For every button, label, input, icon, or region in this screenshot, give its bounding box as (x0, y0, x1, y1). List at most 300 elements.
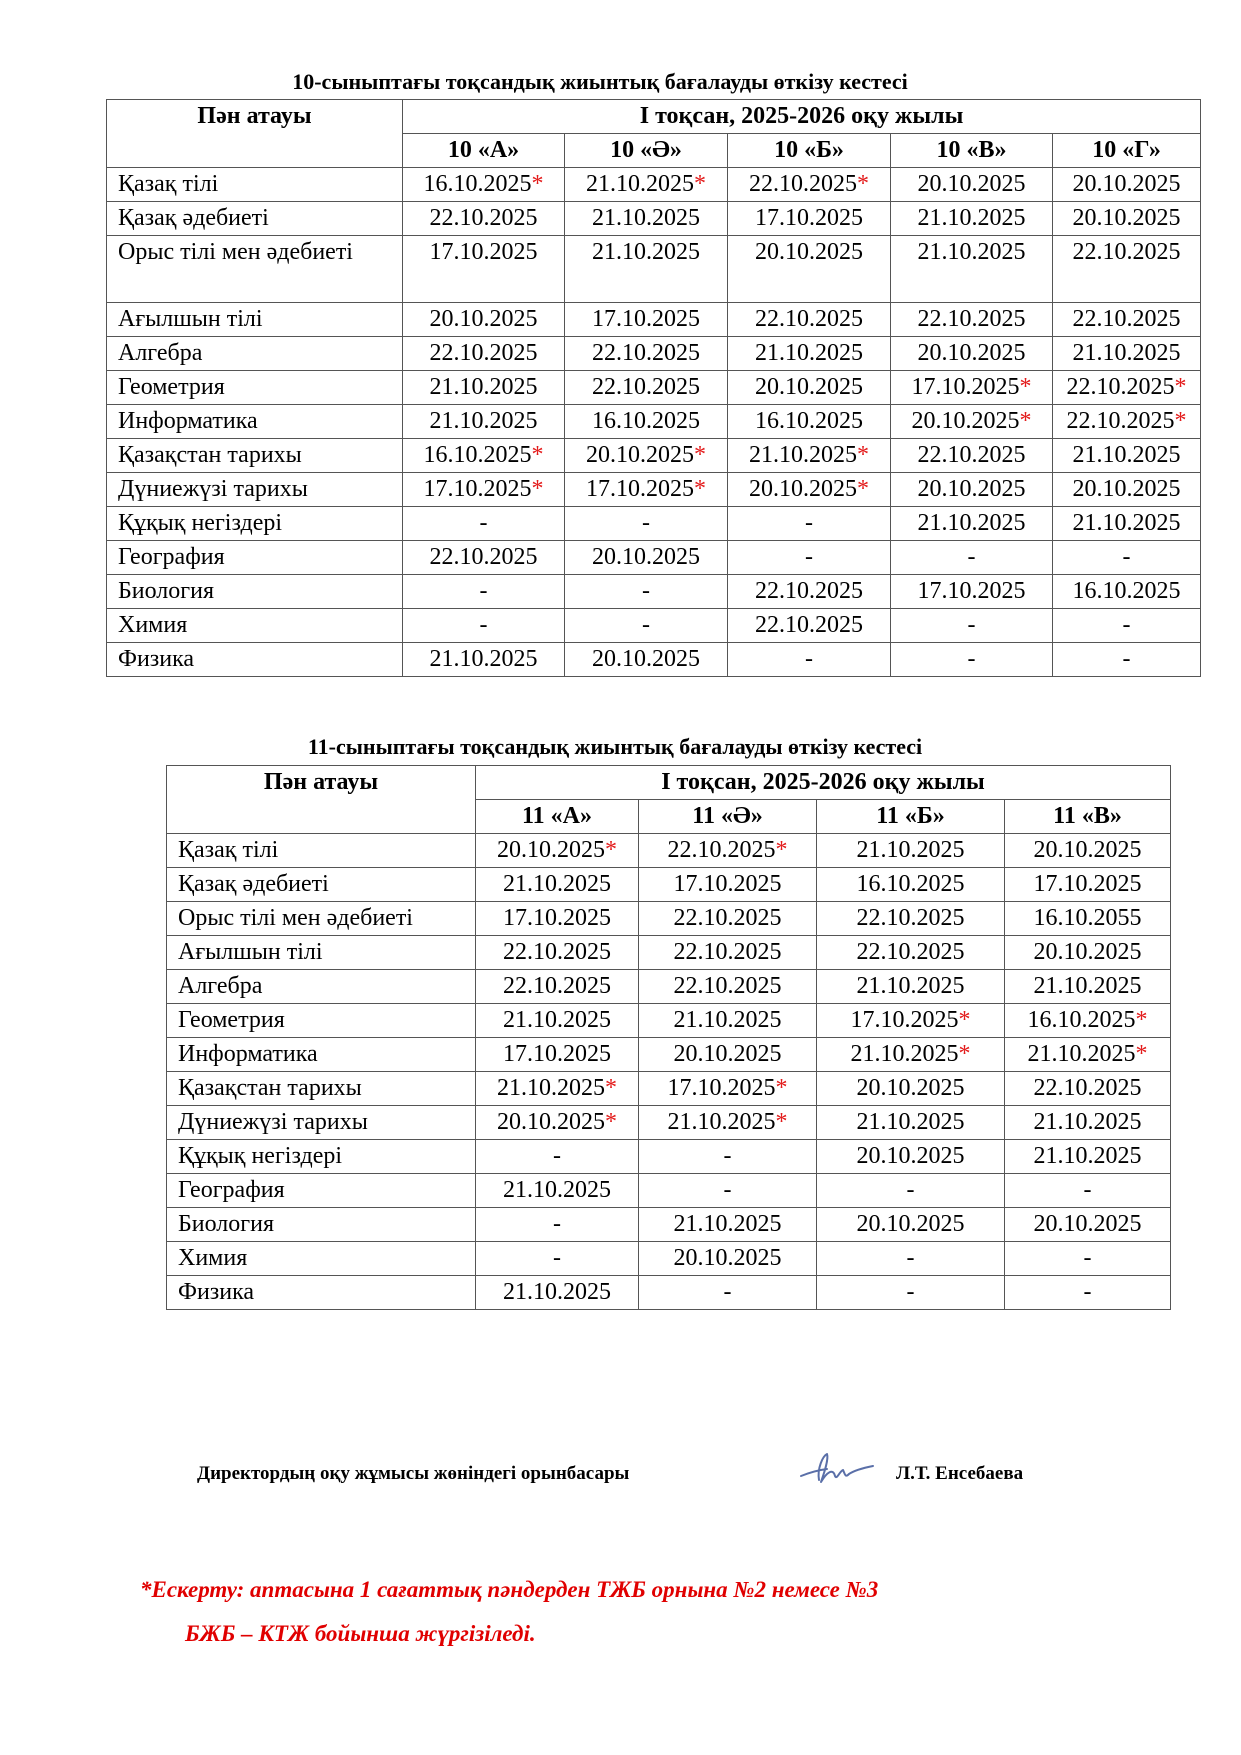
date-value: 20.10.2025 (856, 1143, 965, 1169)
date-cell (817, 868, 1005, 902)
date-cell (817, 1072, 1005, 1106)
asterisk-icon: * (775, 1109, 788, 1135)
date-value: 21.10.2025 (917, 239, 1026, 265)
date-cell (565, 303, 728, 337)
subject-cell: Қазақстан тарихы (167, 1072, 476, 1106)
date-value: 20.10.2025 (856, 1211, 965, 1237)
date-value: 16.10.2025 (592, 408, 700, 434)
date-value: 16.10.2025 (423, 442, 532, 468)
asterisk-icon: * (605, 837, 617, 863)
date-value: 21.10.2025 (1033, 973, 1142, 999)
date-cell (1005, 1276, 1171, 1310)
date-cell (891, 643, 1053, 677)
date-value: 21.10.2025 (917, 205, 1026, 231)
subject-cell: Орыс тілі мен әдебиеті (107, 236, 403, 303)
date-value: 22.10.2025 (917, 306, 1026, 332)
asterisk-icon: * (531, 476, 544, 502)
class-header: 11 «Ә» (639, 800, 817, 834)
date-cell (403, 303, 565, 337)
footnote-line-1: *Ескерту: аптасына 1 сағаттық пәндерден ТЖБ орнына №2 немесе №3 (140, 1577, 879, 1602)
date-cell (1005, 1106, 1171, 1140)
asterisk-icon: * (531, 171, 544, 197)
date-cell (817, 1004, 1005, 1038)
footnote-warning (140, 1568, 1160, 1656)
table-row (167, 1208, 1171, 1242)
date-cell (1005, 1208, 1171, 1242)
date-cell (639, 902, 817, 936)
date-value: 21.10.2025 (592, 239, 700, 265)
date-cell (476, 970, 639, 1004)
asterisk-icon: * (605, 1075, 617, 1101)
date-cell (403, 439, 565, 473)
date-cell (565, 236, 728, 303)
date-value: 21.10.2025 (856, 973, 965, 999)
date-cell (1053, 337, 1201, 371)
subject-header: Пән атауы (167, 766, 476, 834)
date-cell (1005, 1038, 1171, 1072)
date-cell (728, 643, 891, 677)
date-value: 20.10.2025 (586, 442, 694, 468)
table10-body (107, 168, 1201, 677)
date-value: 22.10.2025 (429, 205, 538, 231)
date-value: 22.10.2025 (503, 973, 611, 999)
date-cell (891, 575, 1053, 609)
signature-block (197, 1460, 1097, 1490)
date-cell (565, 168, 728, 202)
table-row (167, 936, 1171, 970)
table-row (107, 405, 1201, 439)
date-value: 21.10.2025 (673, 1211, 782, 1237)
asterisk-icon: * (775, 1075, 788, 1101)
date-cell (1053, 371, 1201, 405)
subject-cell: Химия (107, 609, 403, 643)
date-value: - (723, 1143, 732, 1169)
date-value: 21.10.2025 (1072, 340, 1181, 366)
date-cell (403, 337, 565, 371)
date-cell (1053, 643, 1201, 677)
date-cell (403, 202, 565, 236)
date-value: 22.10.2025 (429, 544, 538, 570)
date-cell (1053, 541, 1201, 575)
subject-header: Пән атауы (107, 100, 403, 168)
date-value: - (906, 1279, 915, 1305)
table-row (107, 371, 1201, 405)
asterisk-icon: * (857, 442, 869, 468)
date-cell (1005, 1004, 1171, 1038)
signature-icon (797, 1450, 877, 1490)
date-cell (403, 405, 565, 439)
table-row (107, 439, 1201, 473)
class-header: 10 «В» (891, 134, 1053, 168)
date-cell (891, 371, 1053, 405)
subject-cell: Ағылшын тілі (167, 936, 476, 970)
date-value: 16.10.2025 (1027, 1007, 1136, 1033)
subject-cell: Алгебра (167, 970, 476, 1004)
date-value: 20.10.2025 (755, 239, 863, 265)
date-cell (1005, 1140, 1171, 1174)
subject-cell: Қазақ тілі (107, 168, 403, 202)
footnote-line-2: БЖБ – КТЖ бойынша жүргізіледі. (185, 1621, 536, 1646)
date-value: 22.10.2025 (592, 374, 700, 400)
date-cell (476, 868, 639, 902)
asterisk-icon: * (857, 171, 869, 197)
class-header: 10 «Г» (1053, 134, 1201, 168)
table10-title: 10-сыныптағы тоқсандық жиынтық бағалауды өткізу кестесі (292, 69, 908, 94)
date-value: 17.10.2025 (429, 239, 538, 265)
date-value: 17.10.2025 (1033, 871, 1142, 897)
date-value: - (642, 578, 650, 604)
table-row (167, 970, 1171, 1004)
table-row (167, 868, 1171, 902)
date-cell (565, 541, 728, 575)
date-value: - (805, 646, 813, 672)
date-value: 17.10.2025 (586, 476, 694, 502)
table11-body (167, 834, 1171, 1310)
date-cell (728, 541, 891, 575)
date-value: 21.10.2025 (1027, 1041, 1136, 1067)
date-cell (728, 575, 891, 609)
date-value: 17.10.2025 (503, 905, 611, 931)
date-cell (476, 1276, 639, 1310)
date-value: 20.10.2025 (917, 476, 1026, 502)
date-cell (728, 439, 891, 473)
date-cell (565, 202, 728, 236)
table-row (107, 168, 1201, 202)
date-cell (891, 303, 1053, 337)
date-cell (565, 507, 728, 541)
table-row (167, 1140, 1171, 1174)
date-value: 22.10.2025 (673, 905, 782, 931)
date-cell (1053, 303, 1201, 337)
date-value: 22.10.2025 (1066, 408, 1175, 434)
date-value: - (553, 1143, 561, 1169)
table11-schedule (166, 765, 1171, 1310)
asterisk-icon: * (1174, 408, 1187, 434)
date-cell (476, 1106, 639, 1140)
subject-cell: География (167, 1174, 476, 1208)
date-cell (891, 507, 1053, 541)
table-row (107, 303, 1201, 337)
date-value: 20.10.2025 (1072, 476, 1181, 502)
class-header: 10 «Б» (728, 134, 891, 168)
date-value: 17.10.2025 (423, 476, 532, 502)
date-value: 17.10.2025 (667, 1075, 776, 1101)
date-value: 22.10.2025 (856, 939, 965, 965)
date-cell (565, 405, 728, 439)
asterisk-icon: * (1019, 408, 1032, 434)
date-cell (728, 202, 891, 236)
asterisk-icon: * (958, 1041, 971, 1067)
date-value: 21.10.2025 (592, 205, 700, 231)
date-cell (817, 902, 1005, 936)
table-row (107, 541, 1201, 575)
date-cell (403, 236, 565, 303)
date-value: - (642, 510, 650, 536)
date-cell (817, 1174, 1005, 1208)
date-value: 21.10.2025 (429, 374, 538, 400)
date-value: - (967, 646, 976, 672)
date-value: 22.10.2025 (755, 612, 863, 638)
date-value: 16.10.2025 (1072, 578, 1181, 604)
asterisk-icon: * (694, 442, 706, 468)
date-cell (403, 575, 565, 609)
date-value: 16.10.2025 (856, 871, 965, 897)
signatory-role: Директордың оқу жұмысы жөніндегі орынбасары (197, 1463, 630, 1484)
date-value: 21.10.2025 (503, 1177, 611, 1203)
table-row (167, 834, 1171, 868)
asterisk-icon: * (1174, 374, 1187, 400)
class-header: 10 «Ә» (565, 134, 728, 168)
table-row (107, 575, 1201, 609)
date-cell (1005, 1242, 1171, 1276)
asterisk-icon: * (1135, 1041, 1148, 1067)
date-value: 20.10.2025 (1072, 171, 1181, 197)
date-value: 22.10.2025 (1072, 239, 1181, 265)
date-cell (639, 1174, 817, 1208)
date-value: 22.10.2025 (856, 905, 965, 931)
subject-cell: Химия (167, 1242, 476, 1276)
date-cell (1005, 1174, 1171, 1208)
class-header: 10 «А» (403, 134, 565, 168)
asterisk-icon: * (775, 837, 788, 863)
date-cell (565, 439, 728, 473)
date-value: - (1083, 1279, 1092, 1305)
table-row (107, 609, 1201, 643)
date-value: 21.10.2025 (755, 340, 863, 366)
date-cell (817, 1038, 1005, 1072)
date-value: 16.10.2025 (755, 408, 863, 434)
date-value: - (805, 510, 813, 536)
class-header: 11 «Б» (817, 800, 1005, 834)
date-value: 21.10.2025 (856, 1109, 965, 1135)
date-value: 21.10.2025 (503, 871, 611, 897)
date-value: - (723, 1279, 732, 1305)
date-value: - (967, 544, 976, 570)
asterisk-icon: * (1019, 374, 1032, 400)
date-value: - (723, 1177, 732, 1203)
date-value: 20.10.2025 (749, 476, 857, 502)
date-cell (891, 473, 1053, 507)
date-value: 22.10.2025 (1033, 1075, 1142, 1101)
date-value: - (553, 1211, 561, 1237)
date-value: 17.10.2025 (850, 1007, 959, 1033)
date-value: 20.10.2025 (911, 408, 1020, 434)
date-cell (1053, 609, 1201, 643)
date-cell (476, 1004, 639, 1038)
date-cell (728, 405, 891, 439)
date-value: 22.10.2025 (1072, 306, 1181, 332)
date-cell (728, 337, 891, 371)
date-cell (728, 609, 891, 643)
class-header: 11 «В» (1005, 800, 1171, 834)
date-cell (1053, 439, 1201, 473)
subject-cell: Информатика (107, 405, 403, 439)
date-value: - (1122, 646, 1131, 672)
date-cell (1005, 1072, 1171, 1106)
date-cell (1005, 902, 1171, 936)
date-value: - (906, 1177, 915, 1203)
date-value: 21.10.2025 (1072, 442, 1181, 468)
date-value: 20.10.2025 (592, 646, 700, 672)
date-value: - (805, 544, 813, 570)
date-cell (476, 834, 639, 868)
date-value: - (479, 578, 488, 604)
date-cell (565, 575, 728, 609)
period-header: I тоқсан, 2025-2026 оқу жылы (476, 766, 1171, 800)
date-value: 20.10.2025 (1072, 205, 1181, 231)
date-cell (728, 473, 891, 507)
table11-title: 11-сыныптағы тоқсандық жиынтық бағалауды өткізу кестесі (307, 734, 923, 759)
date-value: 21.10.2025 (497, 1075, 605, 1101)
date-value: 21.10.2025 (1033, 1109, 1142, 1135)
date-cell (1053, 405, 1201, 439)
subject-cell: Алгебра (107, 337, 403, 371)
date-value: 20.10.2025 (673, 1245, 782, 1271)
table-row (107, 202, 1201, 236)
date-value: 21.10.2025 (1072, 510, 1181, 536)
asterisk-icon: * (694, 476, 706, 502)
date-value: 20.10.2025 (1033, 837, 1142, 863)
date-value: 21.10.2025 (429, 646, 538, 672)
date-value: - (479, 612, 488, 638)
date-cell (728, 507, 891, 541)
date-cell (565, 371, 728, 405)
subject-cell: Дүниежүзі тарихы (167, 1106, 476, 1140)
date-cell (639, 868, 817, 902)
subject-cell: Орыс тілі мен әдебиеті (167, 902, 476, 936)
date-cell (476, 1174, 639, 1208)
date-value: - (642, 612, 650, 638)
date-value: 17.10.2025 (917, 578, 1026, 604)
subject-cell: Құқық негіздері (167, 1140, 476, 1174)
asterisk-icon: * (531, 442, 544, 468)
date-cell (1053, 202, 1201, 236)
date-value: - (1122, 544, 1131, 570)
date-value: 17.10.2025 (911, 374, 1020, 400)
date-value: 20.10.2025 (755, 374, 863, 400)
date-value: 22.10.2025 (1066, 374, 1175, 400)
date-cell (639, 834, 817, 868)
date-value: 21.10.2025 (586, 171, 694, 197)
date-value: 22.10.2025 (917, 442, 1026, 468)
date-value: - (1083, 1245, 1092, 1271)
date-cell (817, 1276, 1005, 1310)
date-value: - (967, 612, 976, 638)
subject-cell: Қазақстан тарихы (107, 439, 403, 473)
date-cell (891, 541, 1053, 575)
subject-cell: Биология (107, 575, 403, 609)
date-value: - (906, 1245, 915, 1271)
date-cell (403, 371, 565, 405)
date-value: 21.10.2025 (667, 1109, 776, 1135)
date-cell (1053, 236, 1201, 303)
date-cell (476, 1072, 639, 1106)
date-value: 20.10.2025 (592, 544, 700, 570)
date-cell (403, 609, 565, 643)
date-cell (817, 1106, 1005, 1140)
date-cell (639, 1140, 817, 1174)
class-header: 11 «А» (476, 800, 639, 834)
subject-cell: Қазақ әдебиеті (167, 868, 476, 902)
date-value: 17.10.2025 (755, 205, 863, 231)
date-cell (1053, 473, 1201, 507)
date-cell (1005, 936, 1171, 970)
table-row (167, 1004, 1171, 1038)
date-value: 20.10.2025 (917, 171, 1026, 197)
date-cell (817, 1140, 1005, 1174)
date-value: 21.10.2025 (749, 442, 857, 468)
date-value: 22.10.2025 (755, 306, 863, 332)
date-value: 20.10.2025 (497, 837, 605, 863)
table-row (107, 337, 1201, 371)
date-value: 22.10.2025 (592, 340, 700, 366)
date-cell (891, 236, 1053, 303)
date-value: 21.10.2025 (503, 1007, 611, 1033)
date-cell (403, 643, 565, 677)
date-cell (1005, 970, 1171, 1004)
date-value: - (1122, 612, 1131, 638)
date-cell (817, 1208, 1005, 1242)
subject-cell: Ағылшын тілі (107, 303, 403, 337)
date-cell (403, 168, 565, 202)
date-cell (1053, 168, 1201, 202)
date-value: 16.10.2055 (1033, 905, 1142, 931)
date-cell (476, 902, 639, 936)
date-cell (639, 1072, 817, 1106)
date-value: 20.10.2025 (1033, 1211, 1142, 1237)
date-cell (639, 1106, 817, 1140)
table-row (167, 1242, 1171, 1276)
table-row (167, 1038, 1171, 1072)
date-value: - (479, 510, 488, 536)
date-value: 22.10.2025 (673, 939, 782, 965)
date-cell (1053, 575, 1201, 609)
date-value: 20.10.2025 (917, 340, 1026, 366)
asterisk-icon: * (857, 476, 869, 502)
period-header: I тоқсан, 2025-2026 оқу жылы (403, 100, 1201, 134)
date-cell (891, 337, 1053, 371)
date-value: 16.10.2025 (423, 171, 532, 197)
date-cell (565, 337, 728, 371)
date-cell (817, 834, 1005, 868)
date-value: 22.10.2025 (429, 340, 538, 366)
date-value: 22.10.2025 (673, 973, 782, 999)
subject-cell: Информатика (167, 1038, 476, 1072)
date-cell (817, 936, 1005, 970)
date-value: 21.10.2025 (850, 1041, 959, 1067)
table-row (107, 507, 1201, 541)
date-cell (639, 1276, 817, 1310)
date-cell (565, 609, 728, 643)
date-cell (891, 168, 1053, 202)
subject-cell: Физика (107, 643, 403, 677)
date-cell (1053, 507, 1201, 541)
table-row (167, 1106, 1171, 1140)
subject-cell: Қазақ әдебиеті (107, 202, 403, 236)
subject-cell: Геометрия (107, 371, 403, 405)
date-cell (891, 439, 1053, 473)
date-cell (817, 1242, 1005, 1276)
subject-cell: Қазақ тілі (167, 834, 476, 868)
date-cell (728, 236, 891, 303)
asterisk-icon: * (694, 171, 706, 197)
asterisk-icon: * (1135, 1007, 1148, 1033)
date-value: 17.10.2025 (503, 1041, 611, 1067)
table-row (107, 473, 1201, 507)
date-value: 20.10.2025 (673, 1041, 782, 1067)
date-cell (639, 970, 817, 1004)
table-row (167, 1072, 1171, 1106)
